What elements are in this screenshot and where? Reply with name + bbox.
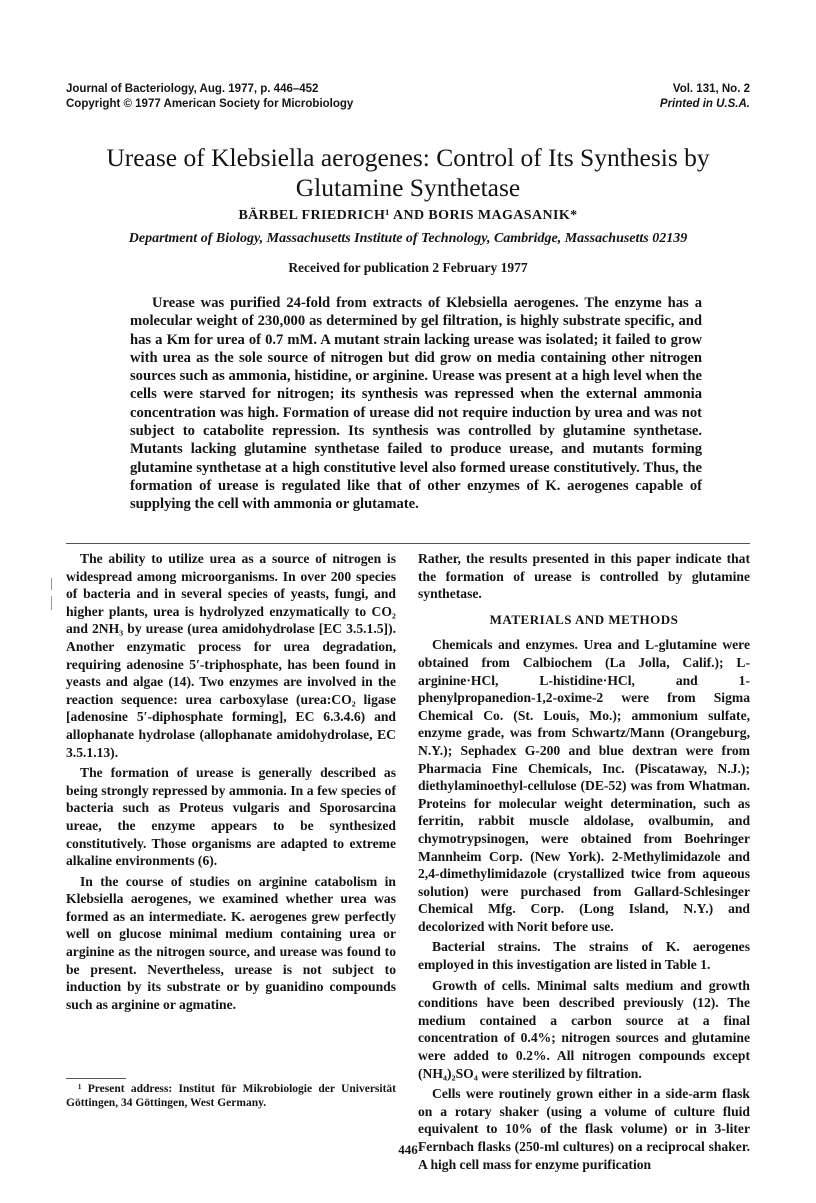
growth-paragraph: [418, 977, 750, 1083]
run-in-heading: Growth of cells.: [432, 977, 531, 993]
running-header-right: [660, 82, 750, 112]
abstract-text: Urease was purified 24-fold from extracts of Klebsiella aerogenes. The enzyme has a molecular weight of 230,000 as determined by gel filtration, is highly substrate specific, and has a Km for urea of 0.7 mM. A mutant strain lacking urease was isolated; it failed to grow with urea as the sole source of nitrogen but did grow on media containing other nitrogen sources such as ammonia, histidine, or arginine. Urease was present at a high level when the cells were starved for nitrogen; its synthesis was repressed when the external ammonia concentration was high. Formation of urease did not require induction by urea and was not subject to catabolite repression. Its synthesis was controlled by glutamine synthetase. Mutants lacking glutamine synthetase failed to produce urease, and mutants forming glutamine synthetase at a high constitutive level also formed urease constitutively. Thus, the formation of urease is regulated like that of other enzymes of K. aerogenes capable of supplying the cell with ammonia or glutamate.: [130, 295, 702, 513]
intro-paragraph-3: In the course of studies on arginine catabolism in Klebsiella aerogenes, we examined whether urea was formed as an intermediate. K. aerogenes grew perfectly well on glucose minimal medium containing urea or arginine as the nitrogen source, and urease was found to be present. Nevertheless, urease is not subject to induction by its substrate or by guanidino compounds such as arginine or agmatine.: [66, 873, 396, 1012]
footnote: ¹ Present address: Institut für Mikrobiologie der Universität Göttingen, 34 Göttingen, West Germany.: [66, 1083, 396, 1109]
run-in-heading: Chemicals and enzymes.: [432, 637, 578, 653]
left-column: [66, 550, 396, 1016]
right-column: [418, 550, 750, 1176]
printed-in: Printed in U.S.A.: [659, 98, 750, 110]
article-title: [60, 143, 756, 203]
footnote-divider: [66, 1078, 126, 1079]
abstract: [130, 294, 702, 514]
page-number: 446: [398, 1142, 418, 1157]
strains-paragraph: [418, 938, 750, 973]
section-title: MATERIALS AND METHODS: [489, 611, 679, 627]
author-list: BÄRBEL FRIEDRICH¹ AND BORIS MAGASANIK*: [238, 208, 578, 223]
paragraph-body: The strains of K. aerogenes employed in this investigation are listed in Table 1.: [418, 939, 750, 973]
title-line-2: Glutamine Synthetase: [295, 173, 521, 202]
volume-issue: Vol. 131, No. 2: [672, 83, 750, 95]
paragraph-body: Urea and L-glutamine were obtained from Calbiochem (La Jolla, Calif.); L-arginine·HCl, L-histidine·HCl, and 1-phenylpropanedion-1,2-oxime-2 were from Sigma Chemical Co. (St. Louis, Mo.); ammonium sulfate, enzyme grade, was from Schwartz/Mann (Orangeburg, N.Y.); Sephadex G-200 and blue dextran were from Pharmacia Fine Chemicals, Inc. (Piscataway, N.J.); diethylaminoethyl-cellulose (DE-52) was from Whatman. Proteins for molecular weight determination, such as ferritin, rabbit muscle aldolase, ovalbumin, and chymotrypsinogen, were obtained from Boehringer Mannheim Corp. (New York). 2-Methylimidazole and 2,4-dimethylimidazole (crystallized twice from aqueous solution) were purchased from Gallard-Schlesinger Chemical Mfg. Corp. (Long Island, N.Y.) and decolorized with Norit before use.: [418, 637, 750, 934]
intro-paragraph-2: The formation of urease is generally described as being strongly repressed by ammonia. In a few species of bacteria such as Proteus vulgaris and Sporosarcina ureae, the enzyme appears to be synthesized constitutively. Those organisms are adapted to extreme alkaline environments (6).: [66, 765, 396, 869]
journal-citation: Journal of Bacteriology, Aug. 1977, p. 446–452: [66, 83, 319, 95]
title-line-1: Urease of Klebsiella aerogenes: Control of Its Synthesis by: [106, 143, 710, 172]
run-in-heading: Bacterial strains.: [432, 939, 541, 955]
copyright-line: Copyright © 1977 American Society for Microbiology: [66, 98, 354, 110]
intro-paragraph-4: Rather, the results presented in this paper indicate that the formation of urease is controlled by glutamine synthetase.: [418, 551, 750, 602]
abstract-divider: [66, 543, 750, 544]
margin-mark: [51, 578, 52, 590]
intro-paragraph-1: The ability to utilize urea as a source of nitrogen is widespread among microorganisms. In over 200 species of bacteria and in several species of yeasts, fungi, and higher plants, urea is hydrolyzed enzymatically to CO₂ and 2NH₃ by urease (urea amidohydrolase [EC 3.5.1.5]). Another enzymatic process for urea degradation, requiring adenosine 5′-triphosphate, has been found in yeasts and algae (14). Two enzymes are involved in the reaction sequence: urea carboxylase (urea:CO₂ ligase [adenosine 5′-diphosphate forming], EC 6.3.4.6) and allophanate hydrolase (allophanate amidohydrolase, EC 3.5.1.13).: [66, 551, 396, 760]
running-header-left: [66, 82, 353, 112]
chemicals-paragraph: [418, 636, 750, 935]
cells-paragraph: Cells were routinely grown either in a side-arm flask on a rotary shaker (using a volume of culture fluid equivalent to 10% of the flask volume) or in 3-liter Fernbach flasks (250-ml cultures) on a reciprocal shaker. A high cell mass for enzyme purification: [418, 1086, 750, 1172]
margin-mark: [51, 596, 52, 610]
affiliation: Department of Biology, Massachusetts Institute of Technology, Cambridge, Massachusetts 02139: [128, 231, 688, 246]
received-date: Received for publication 2 February 1977: [288, 260, 528, 275]
paragraph-body: Minimal salts medium and growth conditions have been described previously (12). The medium contained a carbon source at a final concentration of 0.4%; nitrogen sources and glutamine were added to 0.2%. All nitrogen compounds except (NH₄)₂SO₄ were sterilized by filtration.: [418, 977, 750, 1081]
